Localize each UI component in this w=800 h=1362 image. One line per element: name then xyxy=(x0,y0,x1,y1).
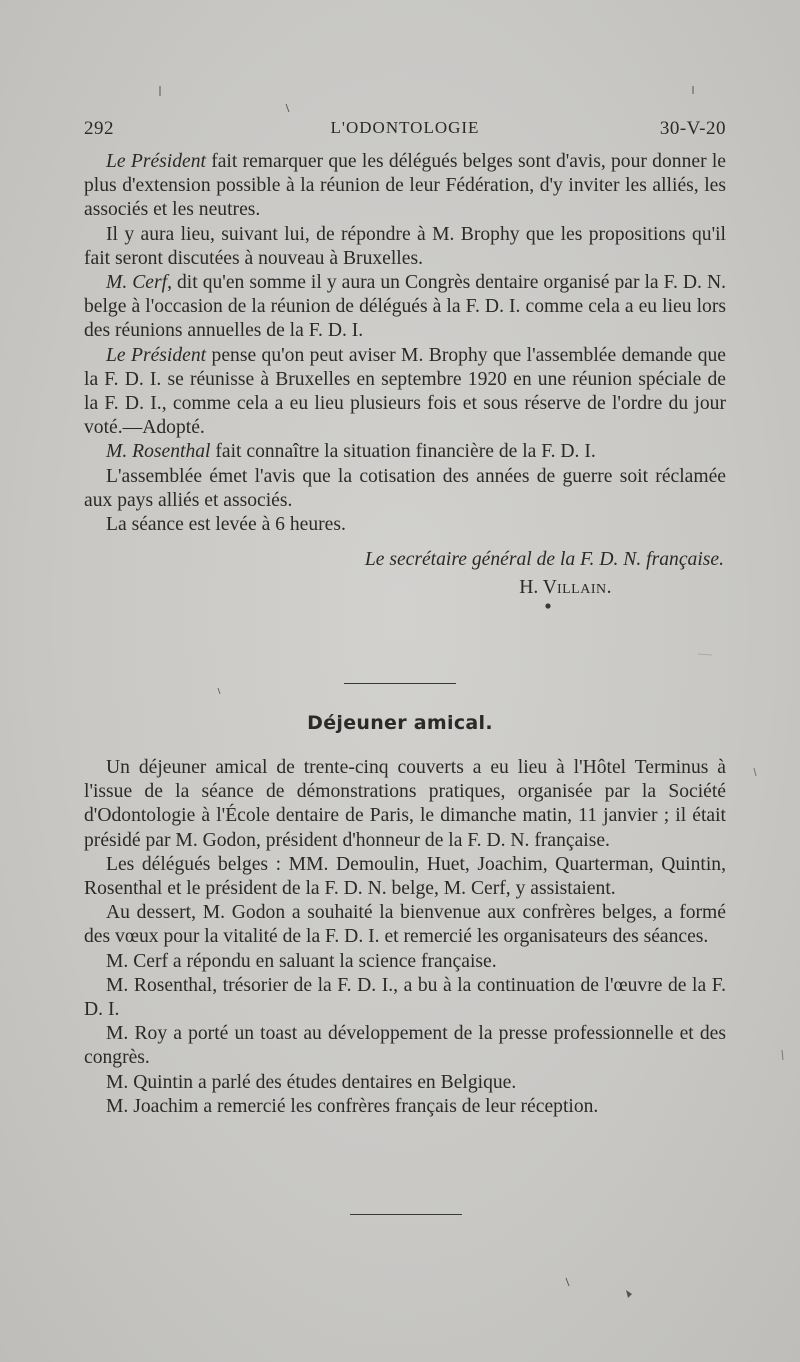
journal-title: L'ODONTOLOGIE xyxy=(330,118,480,137)
speaker-name: Le Président xyxy=(106,151,206,172)
section-divider xyxy=(344,683,456,684)
paragraph: M. Quintin a parlé des études dentaires en Belgique. xyxy=(106,1071,517,1093)
running-header xyxy=(84,118,726,148)
paragraph: Le Président pense qu'on peut aviser M. Brophy que l'assemblée demande que la F. D. I. se réunisse à Bruxelles en septembre 1920 en une réunion spéciale de la F. D. I., comme cela a eu lieu plusieurs fois et sous réserve de l'ordre du jour voté.—Adopté. xyxy=(84,344,726,439)
end-divider xyxy=(350,1214,462,1215)
paragraph: M. Cerf a répondu en saluant la science française. xyxy=(106,950,497,972)
paragraph: M. Rosenthal, trésorier de la F. D. I., a bu à la continuation de l'œuvre de la F. D. I. xyxy=(84,974,726,1021)
speaker-name: M. Cerf xyxy=(106,272,168,294)
speaker-name: Le Président xyxy=(106,344,207,366)
paragraph: Le Président fait remarquer que les délégués belges sont d'avis, pour donner le plus d'extension possible à la réunion de leur Fédération, d'y inviter les alliés, les associés et les neutres. xyxy=(84,151,726,221)
paragraph: Il y aura lieu, suivant lui, de répondre à M. Brophy que les propositions qu'il fait seront discutées à nouveau à Bruxelles. xyxy=(84,223,726,269)
paragraph: L'assemblée émet l'avis que la cotisation des années de guerre soit réclamée aux pays alliés et associés. xyxy=(84,465,726,511)
section-title: Déjeuner amical. xyxy=(307,712,493,734)
paragraph: M. Joachim a remercié les confrères français de leur réception. xyxy=(106,1095,599,1117)
minutes-section xyxy=(84,150,726,601)
paragraph: M. Roy a porté un toast au développement de la presse professionnelle et des congrès. xyxy=(84,1023,726,1069)
paragraph: Au dessert, M. Godon a souhaité la bienvenue aux confrères belges, a formé des vœux pour la vitalité de la F. D. I. et remercié les organisateurs des séances. xyxy=(84,902,726,948)
paragraph: M. Cerf, dit qu'en somme il y aura un Congrès dentaire organisé par la F. D. N. belge à l'occasion de la réunion de délégués à la F. D. I. comme cela a eu lieu lors des réunions annuelles de la F. D. I. xyxy=(84,272,726,342)
paragraph: M. Rosenthal fait connaître la situation financière de la F. D. I. xyxy=(106,441,596,463)
paragraph: Un déjeuner amical de trente-cinq couverts a eu lieu à l'Hôtel Terminus à l'issue de la séance de démonstrations pratiques, organisée par la Société d'Odontologie à l'École dentaire de Paris, le dimanche matin, 11 janvier ; il était présidé par M. Godon, président d'honneur de la F. D. N. française. xyxy=(84,757,726,851)
signature-title: Le secrétaire général de la F. D. N. française. xyxy=(364,549,724,571)
issue-date: 30-V-20 xyxy=(659,118,726,139)
paragraph: Les délégués belges : MM. Demoulin, Huet, Joachim, Quarterman, Quintin, Rosenthal et le président de la F. D. N. belge, M. Cerf, y assistaient. xyxy=(84,853,726,900)
page-number: 292 xyxy=(84,118,114,139)
signature-name: H. Villain. xyxy=(519,577,612,599)
paragraph: La séance est levée à 6 heures. xyxy=(106,514,346,536)
speaker-name: M. Rosenthal xyxy=(106,441,211,463)
luncheon-section xyxy=(84,756,726,1119)
